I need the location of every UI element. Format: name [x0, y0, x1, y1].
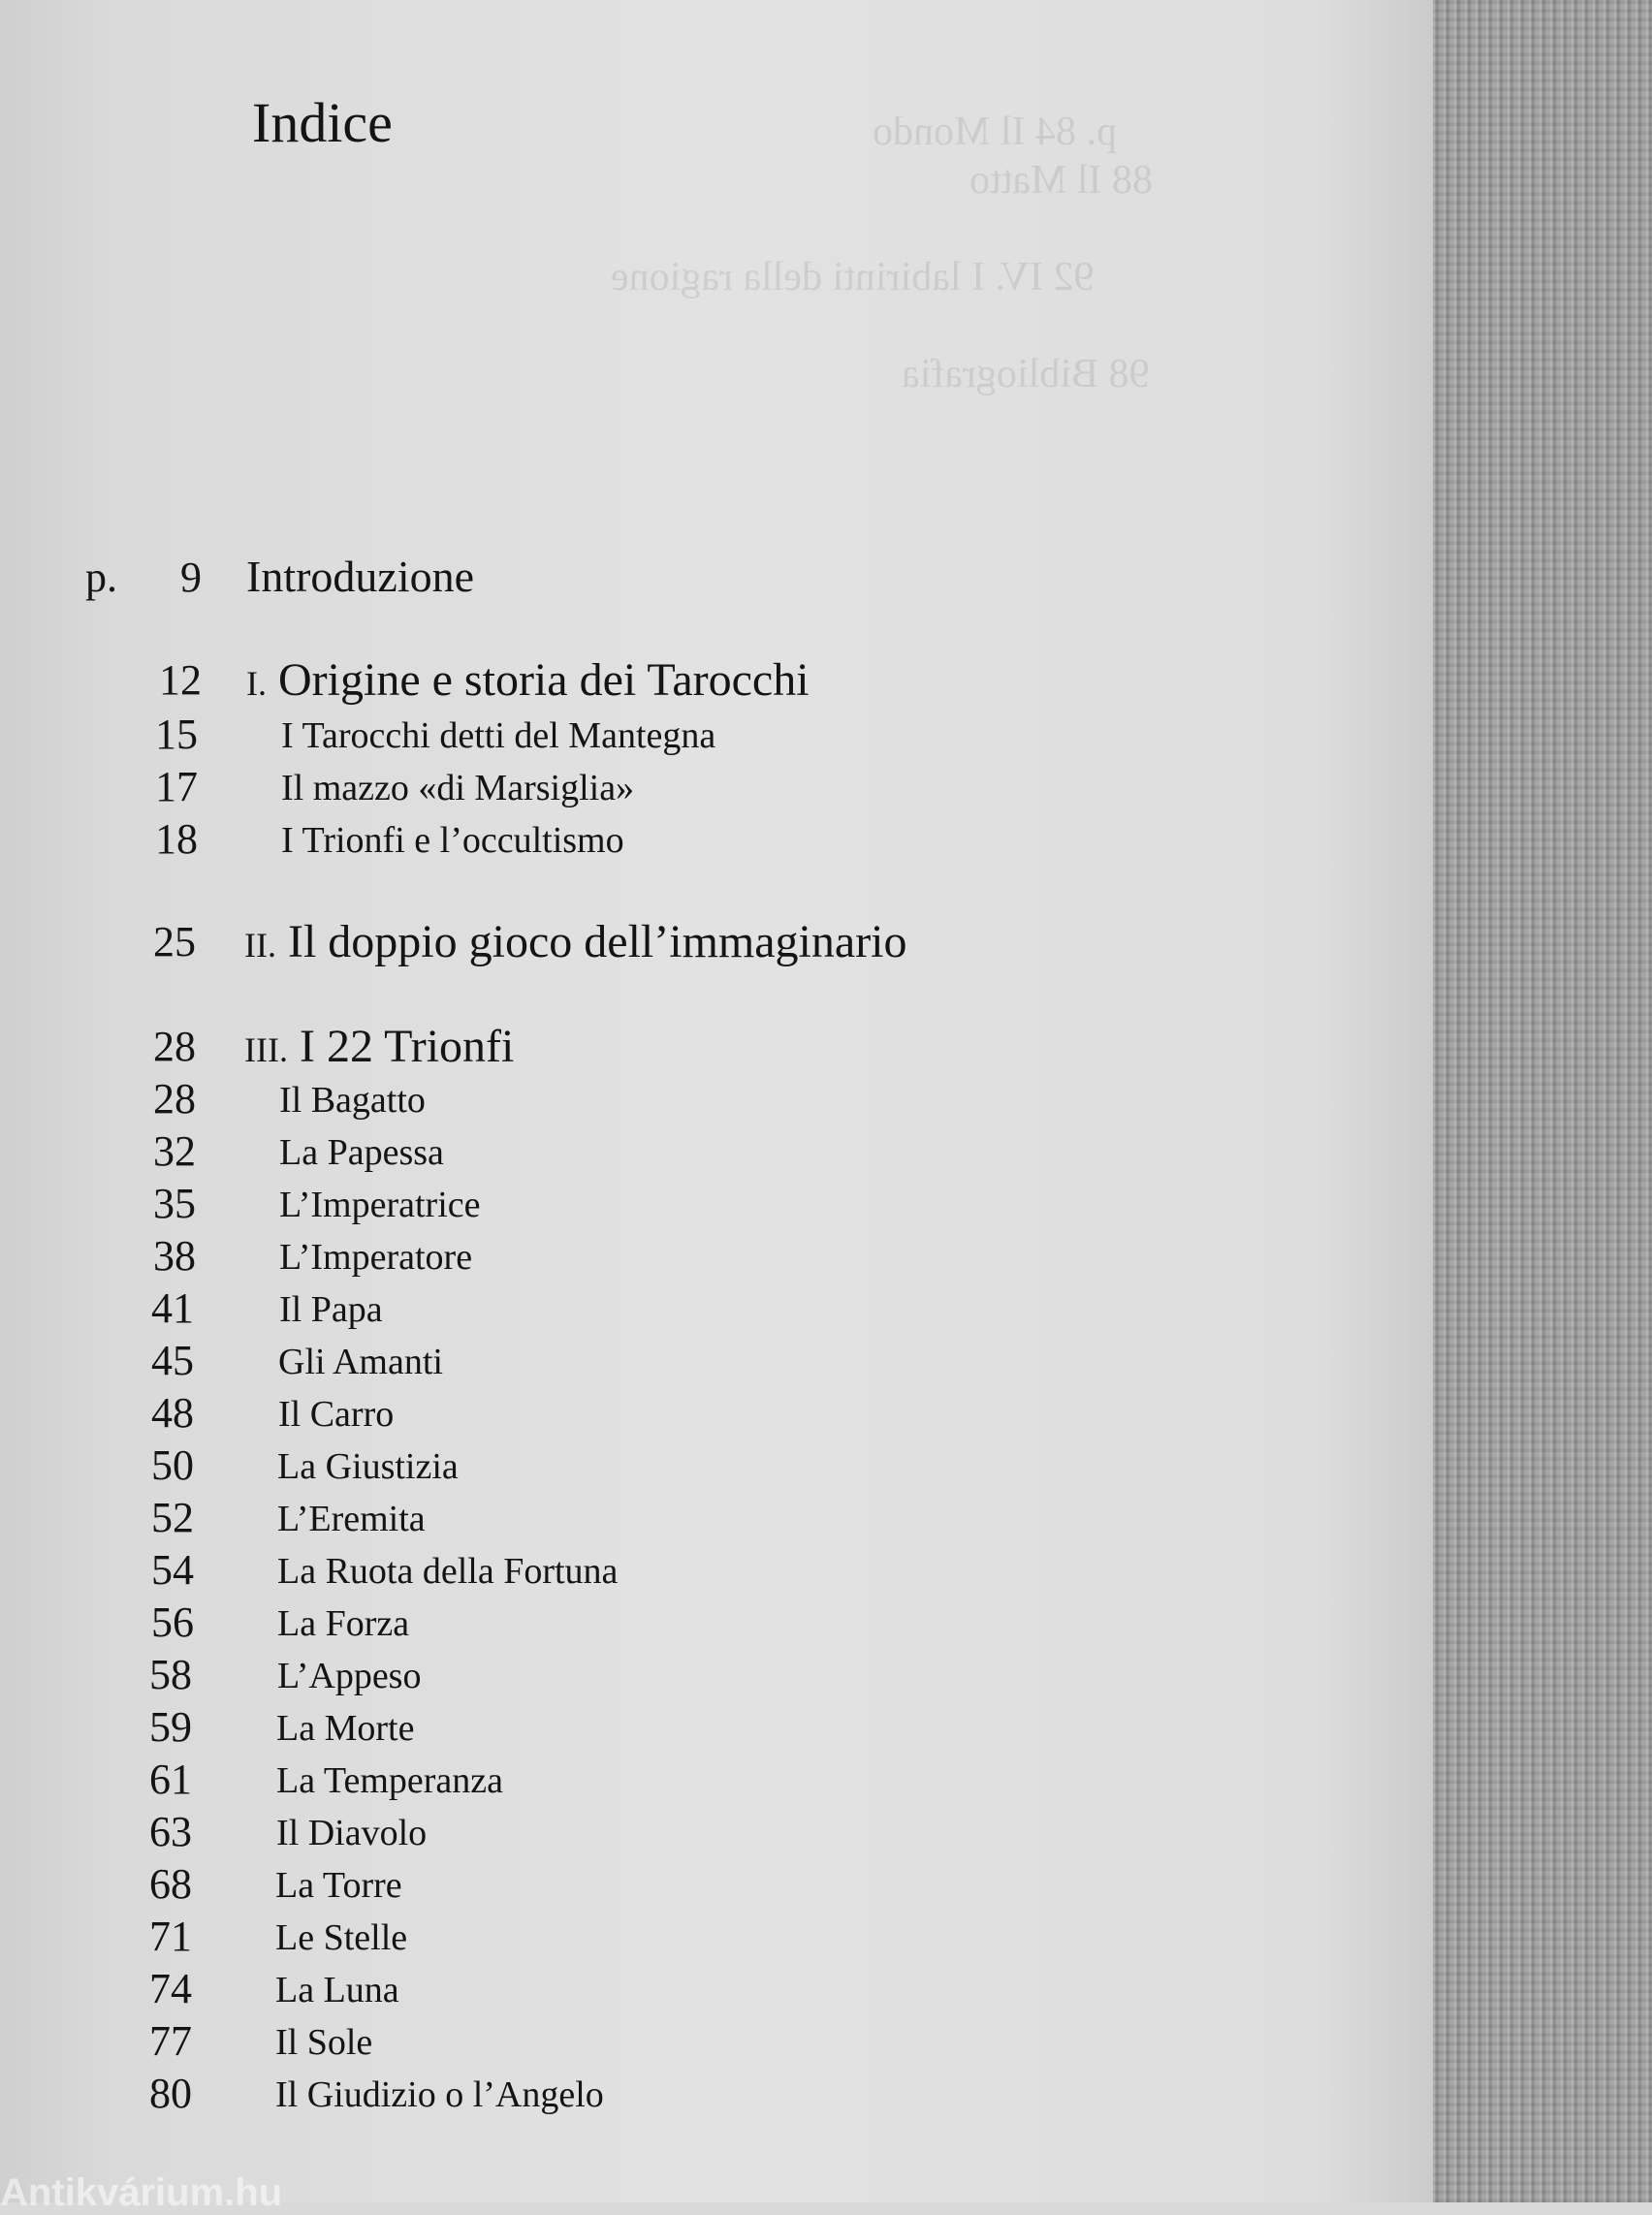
chapter-title: I 22 Trionfi: [299, 1021, 515, 1072]
toc-page-number: 50: [151, 1441, 194, 1489]
toc-page-number: 63: [149, 1808, 192, 1855]
toc-label: L’Imperatore: [279, 1237, 473, 1278]
chapter-roman: III.: [244, 1030, 288, 1069]
page-edge-stack: [1433, 0, 1652, 2202]
toc-page-number: 54: [151, 1546, 194, 1594]
toc-label: La Torre: [275, 1865, 402, 1906]
toc-label: I Trionfi e l’occultismo: [281, 820, 624, 861]
toc-page-number: 25: [153, 918, 196, 965]
toc-page-number: 18: [155, 815, 198, 863]
toc-label: [244, 916, 907, 967]
toc-page-number: 71: [149, 1913, 192, 1960]
toc-label: La Luna: [275, 1970, 399, 2010]
page-title: Indice: [252, 91, 393, 154]
toc-page-number: 9: [180, 554, 202, 601]
watermark: Antikvárium.hu: [0, 2171, 283, 2214]
toc-page-number: 15: [155, 711, 198, 758]
toc-label: La Giustizia: [277, 1446, 459, 1487]
toc-label: Il mazzo «di Marsiglia»: [281, 768, 635, 808]
toc-page-number: 45: [151, 1337, 194, 1384]
page-prefix: p.: [85, 554, 117, 601]
toc-label: [246, 654, 810, 706]
toc-page-number: 74: [149, 1965, 192, 2012]
toc-label: Introduzione: [246, 552, 475, 601]
show-through-line-1: p. 84 Il Mondo: [873, 110, 1117, 154]
toc-label: La Morte: [276, 1708, 415, 1749]
toc-label: Il Sole: [275, 2022, 373, 2063]
show-through-line-4: 98 Bibliografia: [902, 352, 1150, 396]
chapter-roman: II.: [244, 926, 276, 965]
toc-page-number: 58: [149, 1651, 192, 1698]
toc-page-number: 80: [149, 2070, 192, 2117]
toc-label: La Temperanza: [276, 1760, 503, 1801]
toc-page-number: 61: [149, 1756, 192, 1803]
toc-label: Le Stelle: [275, 1917, 408, 1958]
toc-page-number: 17: [155, 763, 198, 810]
chapter-title: Origine e storia dei Tarocchi: [278, 654, 810, 706]
chapter-roman: I.: [246, 664, 267, 703]
toc-page-number: 56: [151, 1598, 194, 1646]
toc-page-number: 41: [151, 1284, 194, 1332]
toc-page-number: 28: [153, 1075, 196, 1123]
toc-page-number: 38: [153, 1232, 196, 1280]
toc-label: Il Diavolo: [276, 1813, 428, 1853]
toc-label: Il Papa: [279, 1289, 383, 1330]
toc-label: I Tarocchi detti del Mantegna: [281, 715, 716, 756]
toc-page-number: 12: [159, 656, 202, 704]
toc-label: La Ruota della Fortuna: [277, 1551, 619, 1592]
toc-label: L’Eremita: [277, 1499, 426, 1539]
toc-page-number: 68: [149, 1860, 192, 1908]
toc-page-number: 59: [149, 1703, 192, 1751]
toc-label: L’Imperatrice: [279, 1185, 481, 1225]
toc-label: [244, 1021, 515, 1072]
toc-label: La Papessa: [279, 1132, 444, 1173]
toc-page-number: 28: [153, 1023, 196, 1070]
toc-page-number: 48: [151, 1389, 194, 1437]
toc-label: Il Bagatto: [279, 1080, 426, 1121]
show-through-line-2: 88 Il Matto: [969, 158, 1153, 203]
toc-page-number: 52: [151, 1494, 194, 1541]
chapter-title: Il doppio gioco dell’immaginario: [287, 916, 907, 967]
show-through-line-3: 92 IV. I labirinti della ragione: [611, 255, 1095, 300]
toc-label: La Forza: [277, 1603, 410, 1644]
toc-label: Gli Amanti: [278, 1342, 443, 1382]
toc-page-number: 32: [153, 1127, 196, 1175]
toc-page-number: 77: [149, 2017, 192, 2065]
toc-label: Il Carro: [278, 1394, 395, 1435]
toc-label: Il Giudizio o l’Angelo: [275, 2074, 604, 2115]
toc-page-number: 35: [153, 1180, 196, 1227]
toc-label: L’Appeso: [277, 1656, 422, 1696]
